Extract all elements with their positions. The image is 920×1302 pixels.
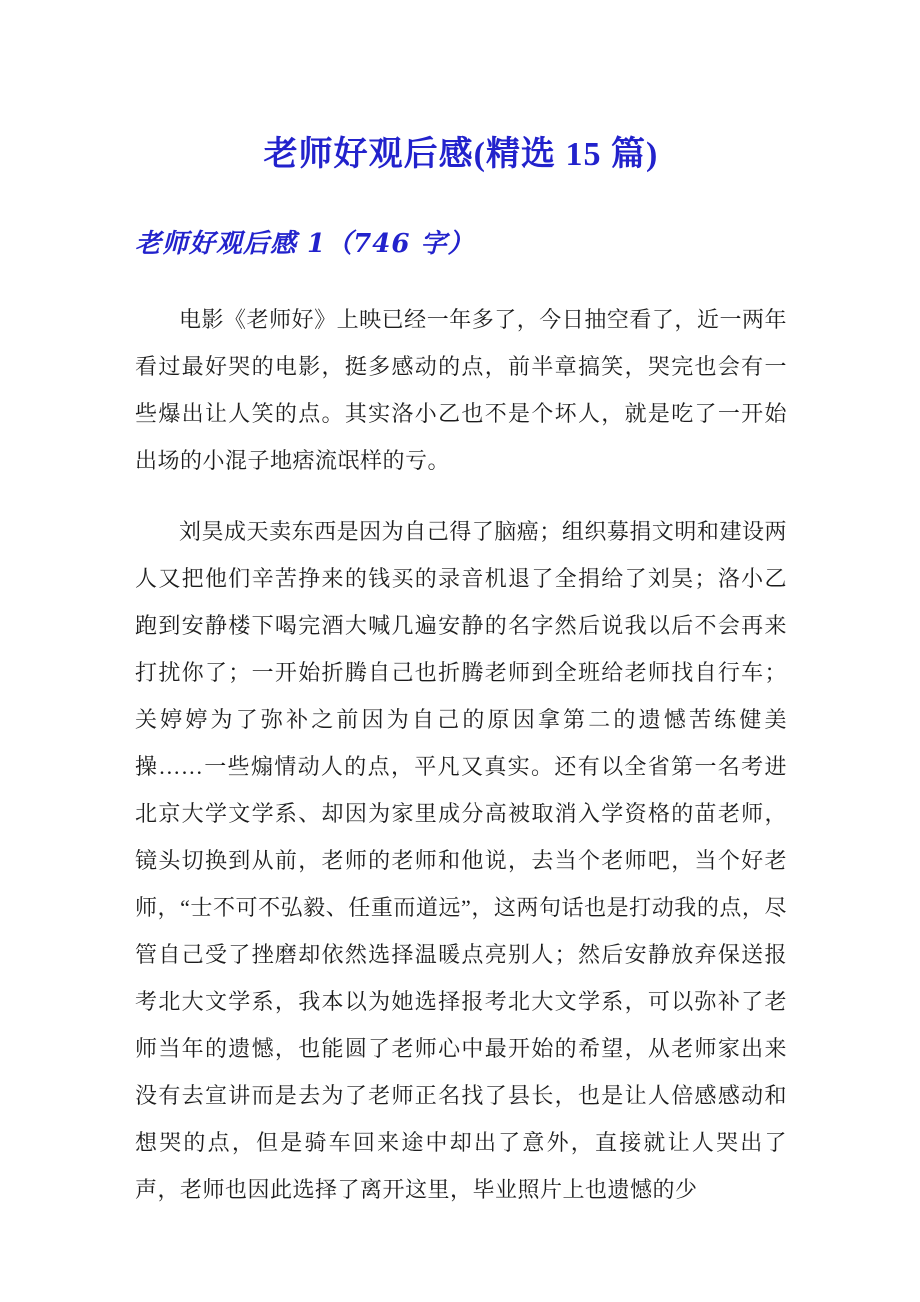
paragraph: 电影《老师好》上映已经一年多了，今日抽空看了，近一两年看过最好哭的电影，挺多感动的点，前半章搞笑，哭完也会有一些爆出让人笑的点。其实洛小乙也不是个坏人，就是吃了一开始出场的小混子地痞流氓样的亏。 [135,307,787,473]
document-title: 老师好观后感(精选 15 篇) [263,136,659,173]
paragraph: 刘昊成天卖东西是因为自己得了脑癌；组织募捐文明和建设两人又把他们辛苦挣来的钱买的录音机退了全捐给了刘昊；洛小乙跑到安静楼下喝完酒大喊几遍安静的名字然后说我以后不会再来打扰你了；一开始折腾自己也折腾老师到全班给老师找自行车；关婷婷为了弥补之前因为自己的原因拿第二的遗憾苦练健美操……一些煽情动人的点，平凡又真实。还有以全省第一名考进北京大学文学系、却因为家里成分高被取消入学资格的苗老师，镜头切换到从前，老师的老师和他说，去当个老师吧，当个好老师，“士不可不弘毅、任重而道远”，这两句话也是打动我的点，尽管自己受了挫磨却依然选择温暖点亮别人；然后安静放弃保送报考北大文学系，我本以为她选择报考北大文学系，可以弥补了老师当年的遗憾，也能圆了老师心中最开始的希望，从老师家出来没有去宣讲而是去为了老师正名找了县长，也是让人倍感感动和想哭的点，但是骑车回来途中却出了意外，直接就让人哭出了声，老师也因此选择了离开这里，毕业照片上也遗憾的少 [135,519,787,1202]
section-heading: 老师好观后感 1（746 字） [135,229,475,259]
